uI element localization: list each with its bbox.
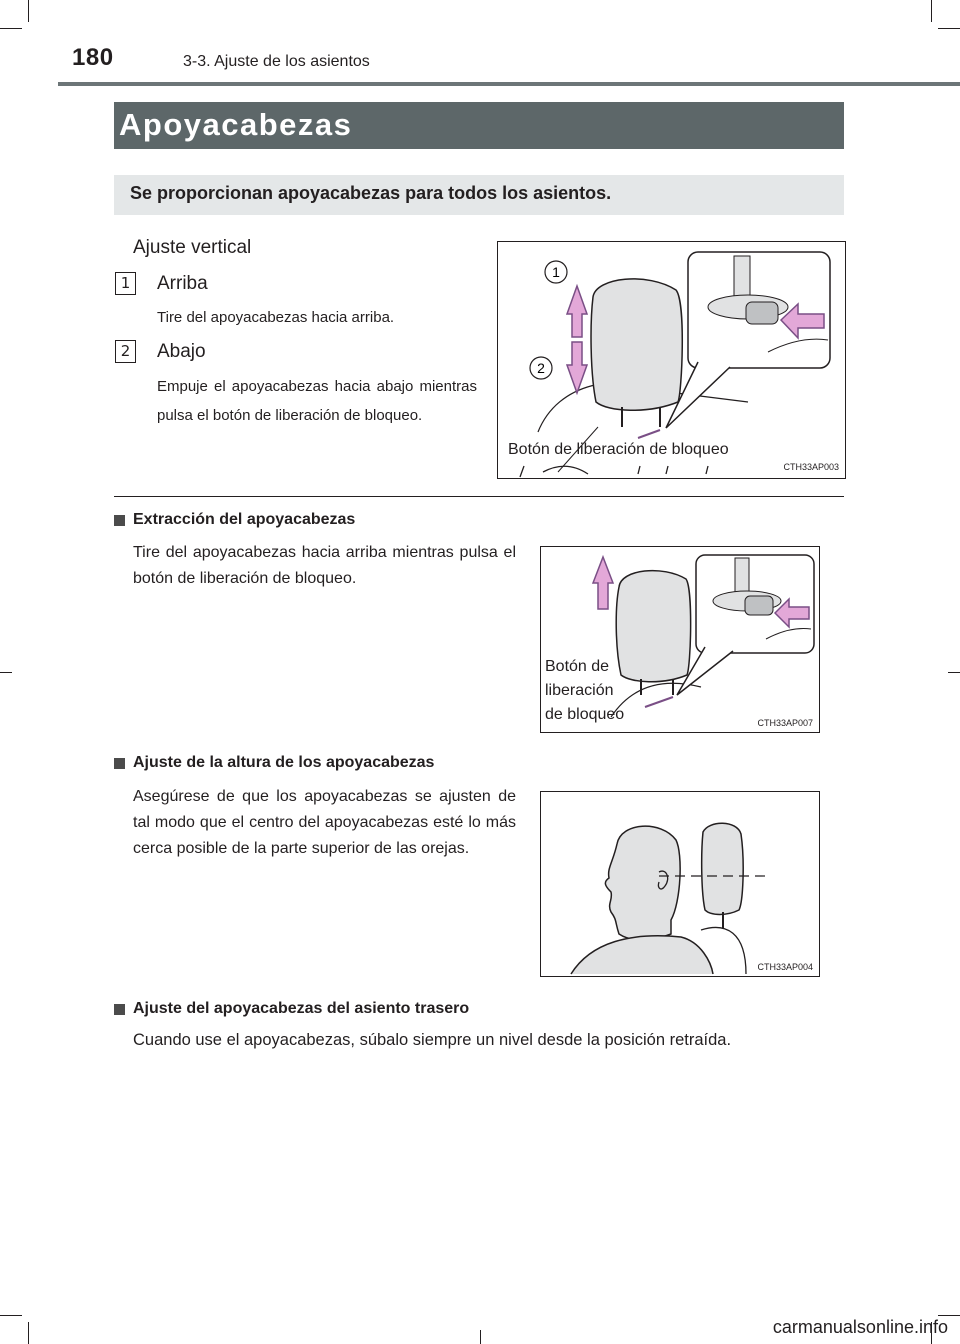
step-label-arriba: Arriba xyxy=(157,273,208,294)
height-heading: Ajuste de la altura de los apoyacabezas xyxy=(133,754,435,771)
bullet-square xyxy=(114,1004,125,1015)
header-rule xyxy=(58,82,960,86)
intro-text: Se proporcionan apoyacabezas para todos los asientos. xyxy=(130,183,612,203)
page-number: 180 xyxy=(72,44,114,71)
figure-removal xyxy=(540,546,820,733)
step-label-abajo: Abajo xyxy=(157,341,206,362)
step-marker-2: 2 xyxy=(115,340,136,363)
figure-vertical-adjust xyxy=(497,241,846,479)
section-divider xyxy=(114,496,844,497)
crop-mark xyxy=(938,28,960,29)
bullet-square xyxy=(114,758,125,769)
release-button-label: Botón de liberación de bloqueo xyxy=(508,441,729,458)
watermark: carmanualsonline.info xyxy=(772,1317,948,1337)
crop-mark xyxy=(948,672,960,673)
crop-mark xyxy=(938,1315,960,1316)
crop-mark xyxy=(0,672,12,673)
rear-heading: Ajuste del apoyacabezas del asiento trasero xyxy=(133,1000,470,1017)
release-button-label-line1: Botón de xyxy=(545,658,610,675)
section-label: 3-3. Ajuste de los asientos xyxy=(183,53,370,70)
page-title: Apoyacabezas xyxy=(119,107,353,142)
removal-text: Tire del apoyacabezas hacia arriba mientras pulsa el botón de liberación de bloqueo. xyxy=(133,544,516,587)
rear-text: Cuando use el apoyacabezas, súbalo siempre un nivel desde la posición retraída. xyxy=(133,1031,732,1049)
intro-box xyxy=(114,175,844,215)
release-button-label-line2: liberación xyxy=(545,682,614,699)
figure-code: CTH33AP007 xyxy=(757,718,813,728)
figure-code: CTH33AP004 xyxy=(757,962,813,972)
crop-mark xyxy=(931,0,932,22)
release-button-label-line3: de bloqueo xyxy=(545,706,625,723)
height-text: Asegúrese de que los apoyacabezas se ajusten de tal modo que el centro del apoyacabezas esté lo más cerca posible de la parte superior de las orejas. xyxy=(133,788,516,857)
figure-height xyxy=(540,791,820,977)
step-text-arriba: Tire del apoyacabezas hacia arriba. xyxy=(157,309,395,326)
bullet-square xyxy=(114,515,125,526)
head-position-illustration xyxy=(541,792,819,976)
figure-code: CTH33AP003 xyxy=(783,462,839,472)
removal-heading: Extracción del apoyacabezas xyxy=(133,511,356,528)
callout-2: 2 xyxy=(537,360,545,376)
crop-mark xyxy=(28,0,29,22)
step-text-abajo: Empuje el apoyacabezas hacia abajo mientras pulsa el botón de liberación de bloqueo. xyxy=(157,378,477,424)
step-marker-1: 1 xyxy=(115,272,136,295)
crop-mark xyxy=(0,1315,22,1316)
title-banner xyxy=(114,102,844,149)
vertical-heading: Ajuste vertical xyxy=(133,237,252,258)
callout-1: 1 xyxy=(552,264,560,280)
crop-mark xyxy=(28,1322,29,1344)
crop-mark xyxy=(480,1330,481,1344)
crop-mark xyxy=(0,28,22,29)
